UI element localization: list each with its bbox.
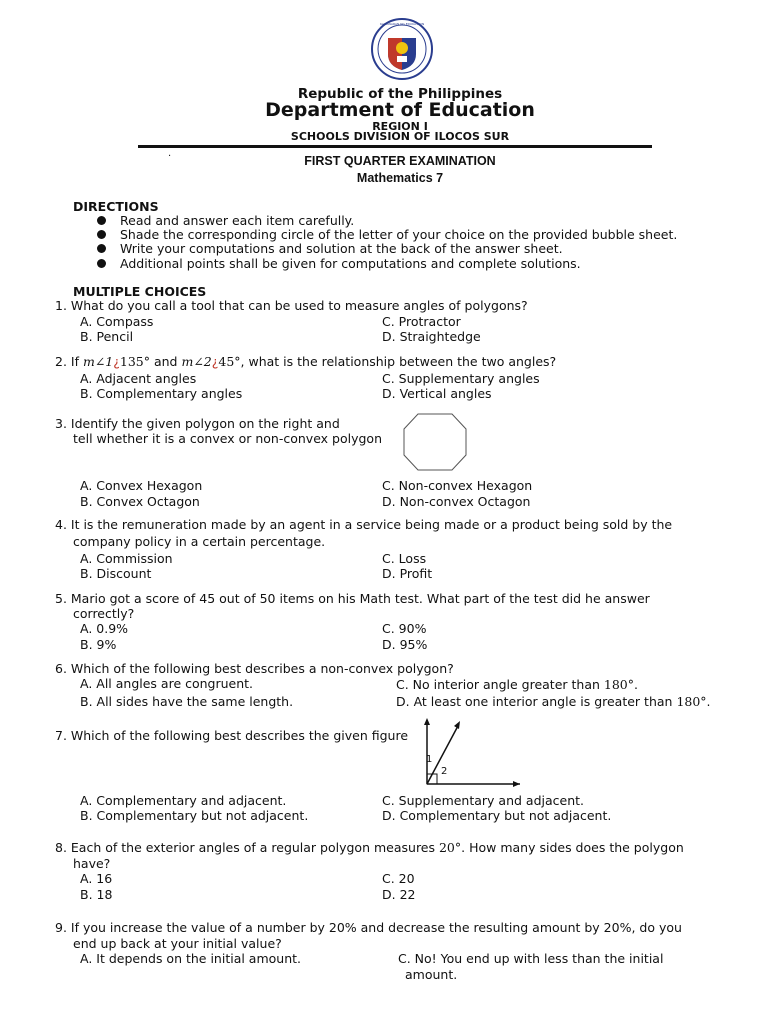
- question-stem: 6. Which of the following best describes a non-convex polygon?: [55, 661, 454, 676]
- bullet-icon: [97, 259, 106, 268]
- choice-c: C. Supplementary angles: [382, 371, 540, 386]
- angle-figure: [415, 716, 525, 788]
- question-stem: 9. If you increase the value of a number by 20% and decrease the resulting amount by 20%, do you: [55, 920, 682, 935]
- question-stem-cont: company policy in a certain percentage.: [73, 534, 326, 549]
- choice-d: D. 95%: [382, 637, 428, 652]
- bullet-icon: [97, 244, 106, 253]
- choice-d: D. 22: [382, 887, 416, 902]
- question-stem: 5. Mario got a score of 45 out of 50 items on his Math test. What part of the test did he answer: [55, 591, 650, 606]
- question-stem: 8. Each of the exterior angles of a regular polygon measures 20°. How many sides does the polygon: [55, 840, 684, 855]
- bullet-icon: [97, 230, 106, 239]
- bullet-icon: [97, 216, 106, 225]
- header-rule: [138, 145, 652, 148]
- choice-d: D. Complementary but not adjacent.: [382, 808, 612, 823]
- question-stem: 2. If m∠1¿135° and m∠2¿45°, what is the relationship between the two angles?: [55, 354, 557, 369]
- choice-b: B. 9%: [80, 637, 117, 652]
- question-stem: 1. What do you call a tool that can be used to measure angles of polygons?: [55, 298, 528, 313]
- choice-a: A. All angles are congruent.: [80, 676, 254, 691]
- choice-a: A. 0.9%: [80, 621, 129, 636]
- choice-a: A. Complementary and adjacent.: [80, 793, 287, 808]
- choice-a: A. Commission: [80, 551, 173, 566]
- choice-c-cont: amount.: [405, 967, 458, 982]
- choice-a: A. It depends on the initial amount.: [80, 951, 302, 966]
- deped-seal-logo: [367, 18, 437, 80]
- choice-c: C. 20: [382, 871, 415, 886]
- choice-c: C. Supplementary and adjacent.: [382, 793, 585, 808]
- exam-subject: Mathematics 7: [356, 171, 444, 185]
- question-stem-cont: tell whether it is a convex or non-convex polygon: [73, 431, 382, 446]
- choice-c: C. No! You end up with less than the initial: [398, 951, 664, 966]
- choice-a: A. 16: [80, 871, 113, 886]
- choice-c: C. Protractor: [382, 314, 461, 329]
- choice-d: D. Profit: [382, 566, 433, 581]
- direction-item: Write your computations and solution at the back of the answer sheet.: [97, 241, 563, 256]
- republic-heading: Republic of the Philippines: [297, 86, 503, 102]
- choice-b: B. Complementary but not adjacent.: [80, 808, 309, 823]
- choice-d: D. Non-convex Octagon: [382, 494, 531, 509]
- choice-b: B. All sides have the same length.: [80, 694, 294, 709]
- choice-d: D. Straightedge: [382, 329, 481, 344]
- choice-c: C. Loss: [382, 551, 427, 566]
- question-stem-cont: end up back at your initial value?: [73, 936, 282, 951]
- mc-heading: MULTIPLE CHOICES: [73, 284, 207, 299]
- angle-label-1: 1: [426, 754, 433, 765]
- direction-item: Shade the corresponding circle of the letter of your choice on the provided bubble sheet.: [97, 227, 677, 242]
- department-heading: Department of Education: [265, 99, 535, 121]
- choice-d: D. Vertical angles: [382, 386, 492, 401]
- choice-c: C. No interior angle greater than 180°.: [396, 677, 638, 692]
- choice-b: B. Pencil: [80, 329, 134, 344]
- division-heading: SCHOOLS DIVISION OF ILOCOS SUR: [290, 130, 510, 143]
- choice-b: B. Complementary angles: [80, 386, 243, 401]
- choice-c: C. 90%: [382, 621, 427, 636]
- choice-a: A. Convex Hexagon: [80, 478, 203, 493]
- question-stem: 7. Which of the following best describes the given figure: [55, 728, 409, 743]
- choice-b: B. Convex Octagon: [80, 494, 200, 509]
- octagon-figure: [400, 412, 470, 472]
- question-stem-cont: correctly?: [73, 606, 135, 621]
- choice-b: B. Discount: [80, 566, 152, 581]
- directions-heading: DIRECTIONS: [73, 199, 159, 214]
- choice-d: D. At least one interior angle is greater than 180°.: [396, 694, 711, 709]
- region-heading: REGION I: [372, 120, 428, 133]
- question-stem: 3. Identify the given polygon on the right and: [55, 416, 340, 431]
- choice-c: C. Non-convex Hexagon: [382, 478, 533, 493]
- exam-title: FIRST QUARTER EXAMINATION: [304, 154, 496, 168]
- stray-mark: ·: [168, 151, 172, 162]
- choice-b: B. 18: [80, 887, 113, 902]
- direction-item: Read and answer each item carefully.: [97, 213, 354, 228]
- question-stem-cont: have?: [73, 856, 111, 871]
- angle-label-2: 2: [441, 766, 448, 777]
- choice-a: A. Adjacent angles: [80, 371, 197, 386]
- seal-text: KAGAWARAN NG EDUKASYON: [380, 22, 425, 26]
- question-stem: 4. It is the remuneration made by an agent in a service being made or a product being sold by the: [55, 517, 673, 532]
- direction-item: Additional points shall be given for computations and complete solutions.: [97, 256, 581, 271]
- choice-a: A. Compass: [80, 314, 154, 329]
